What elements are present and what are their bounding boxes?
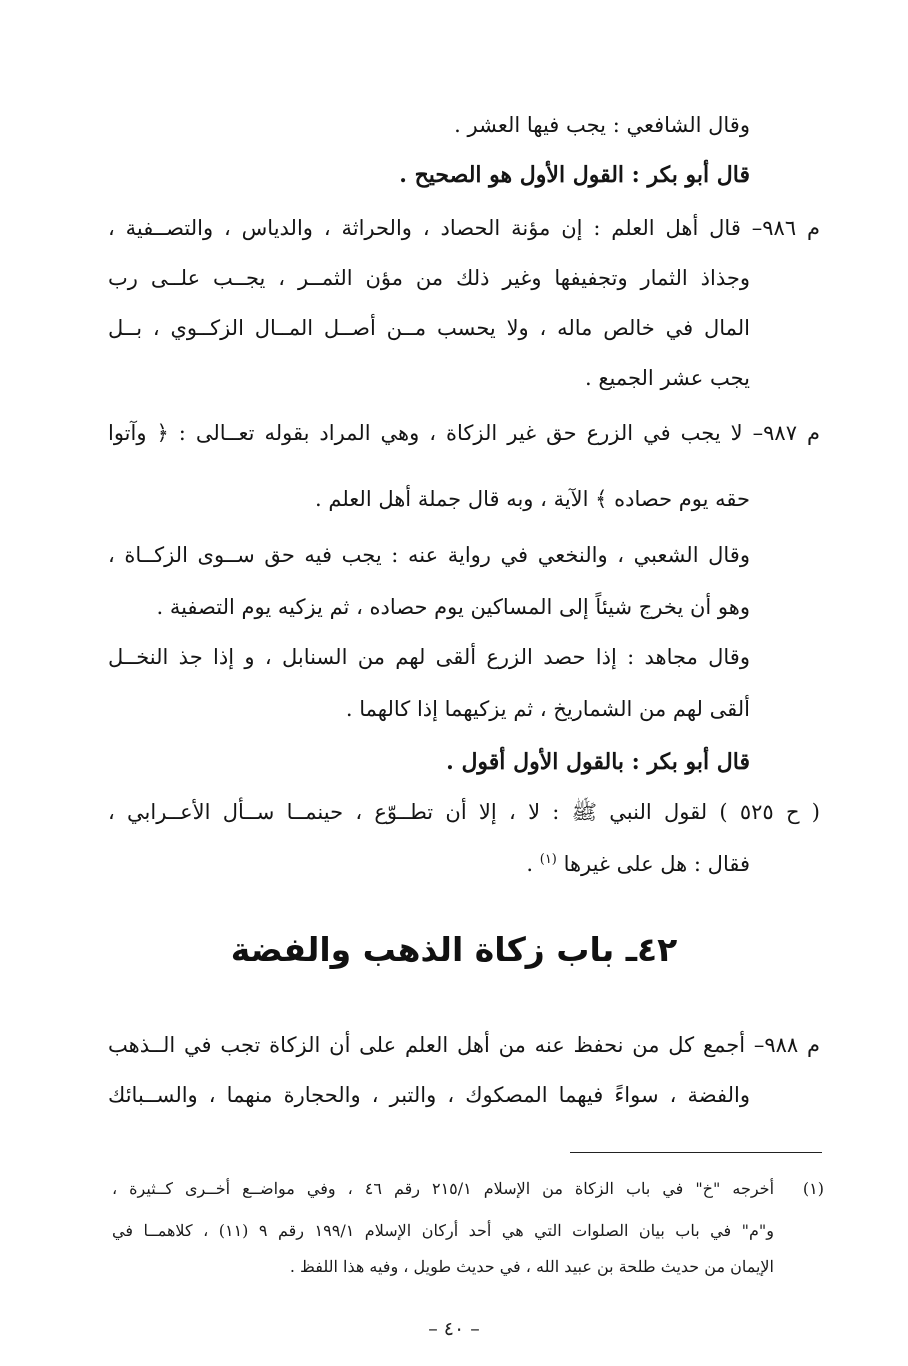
footnote-line-3: الإيمان من حديث طلحة بن عبيد الله ، في حديث طويل ، وفيه هذا اللفظ .: [289, 1257, 774, 1276]
page-number: – ٤٠ –: [428, 1318, 480, 1340]
closing-period: .: [526, 852, 534, 876]
ruling-986-line-3: المال في خالص ماله ، ولا يحسب مــن أصــل المــال الزكــوي ، بــل: [108, 316, 750, 340]
text-line-1: وقال الشافعي : يجب فيها العشر .: [454, 113, 750, 137]
abu-bakr-statement-1: قال أبو بكر : القول الأول هو الصحيح .: [399, 162, 750, 188]
ruling-986-line-1: م ٩٨٦– قال أهل العلم : إن مؤنة الحصاد ، والحراثة ، والدياس ، والتصــفية ،: [108, 216, 820, 240]
mujahid-opinion-line-2: ألقى لهم من الشماريخ ، ثم يزكيهما إذا كالهما .: [345, 697, 750, 721]
shabi-opinion-line-2: وهو أن يخرج شيئاً إلى المساكين يوم حصاده ، ثم يزكيه يوم التصفية .: [156, 595, 750, 619]
ruling-986-line-4: يجب عشر الجميع .: [584, 366, 750, 390]
footnote-line-2: و"م" في باب بيان الصلوات التي هي أحد أركان الإسلام ١٩٩/١ رقم ٩ (١١) ، كلاهمــا في: [112, 1221, 775, 1240]
hadith-525-line-1: ( ح ٥٢٥ ) لقول النبي ﷺ : لا ، إلا أن تطــوّع ، حينمــا ســأل الأعــرابي ،: [108, 800, 820, 824]
footnote-number: (١): [802, 1179, 824, 1198]
footnote-reference: (١): [539, 852, 557, 867]
footnote-line-1: أخرجه "خ" في باب الزكاة من الإسلام ٢١٥/١ رقم ٤٦ ، وفي مواضــع أخــرى كــثيرة ،: [112, 1179, 775, 1198]
ruling-986-line-2: وجذاذ الثمار وتجفيفها وغير ذلك من مؤن الثمــر ، يجــب علــى رب: [108, 266, 750, 290]
ruling-988-line-2: والفضة ، سواءً فيهما المصكوك ، والتبر ، والحجارة منهما ، والســبائك: [108, 1083, 751, 1107]
abu-bakr-statement-2: قال أبو بكر : بالقول الأول أقول .: [446, 749, 750, 775]
ruling-988-line-1: م ٩٨٨– أجمع كل من نحفظ عنه من أهل العلم على أن الزكاة تجب في الــذهب: [108, 1033, 820, 1057]
mujahid-opinion-line-1: وقال مجاهد : إذا حصد الزرع ألقى لهم من السنابل ، و إذا جذ النخــل: [108, 645, 750, 669]
footnote-divider: [570, 1152, 822, 1153]
hadith-525-line-2: [300, 845, 750, 879]
ruling-987-line-2: حقه يوم حصاده ﴾ الآية ، وبه قال جملة أهل العلم .: [315, 487, 750, 511]
hadith-525-text: فقال : هل على غيرها: [563, 852, 750, 876]
ruling-987-line-1: م ٩٨٧– لا يجب في الزرع حق غير الزكاة ، وهي المراد بقوله تعــالى : ﴿ وآتوا: [108, 421, 820, 445]
chapter-heading: ٤٢ـ باب زكاة الذهب والفضة: [230, 930, 678, 969]
shabi-opinion-line-1: وقال الشعبي ، والنخعي في رواية عنه : يجب فيه حق ســوى الزكــاة ،: [108, 543, 750, 567]
